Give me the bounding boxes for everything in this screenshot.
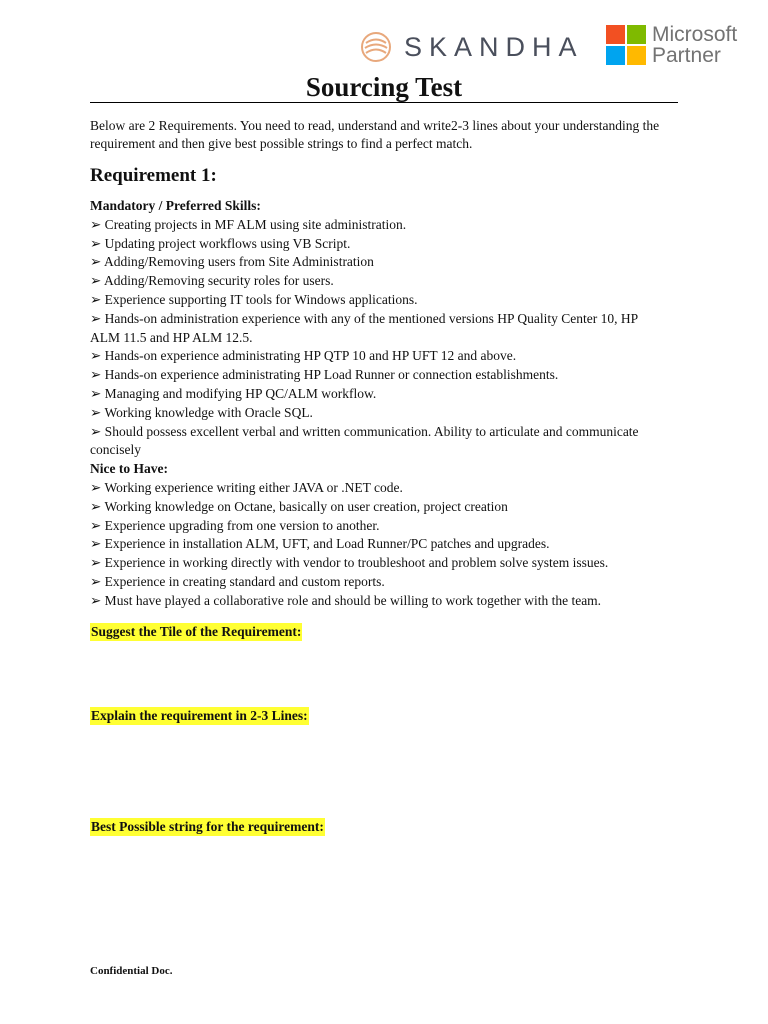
brand-name: SKANDHA: [404, 32, 584, 62]
list-item: ➢ Working experience writing either JAVA or .NET code.: [90, 479, 403, 495]
title-divider: [90, 102, 678, 103]
list-item: ➢ Must have played a collaborative role and should be willing to work together with the team.: [90, 592, 602, 608]
list-item: ➢ Updating project workflows using VB Script.: [90, 235, 351, 251]
list-item: ➢ Hands-on administration experience with any of the mentioned versions HP Quality Center 10, HP ALM 11.5 and HP ALM 12.5.: [90, 310, 638, 345]
footer-confidential: Confidential Doc.: [90, 965, 173, 977]
list-item: ➢ Adding/Removing security roles for users.: [90, 273, 334, 289]
list-item: ➢ Hands-on experience administrating HP QTP 10 and HP UFT 12 and above.: [90, 348, 517, 364]
prompt-string: Best Possible string for the requirement:: [91, 819, 324, 834]
list-item: ➢ Managing and modifying HP QC/ALM workflow.: [90, 385, 377, 401]
mandatory-list: [90, 216, 670, 460]
list-item: ➢ Experience in creating standard and custom reports.: [90, 573, 385, 589]
list-item: ➢ Experience supporting IT tools for Windows applications.: [90, 291, 418, 307]
nice-heading: Nice to Have:: [90, 461, 168, 477]
list-item: ➢ Working knowledge on Octane, basically on user creation, project creation: [90, 498, 508, 514]
requirement-heading: Requirement 1:: [90, 165, 217, 186]
list-item: ➢ Should possess excellent verbal and written communication. Ability to articulate and communicate concisely: [90, 423, 639, 458]
microsoft-logo-icon: [606, 25, 646, 65]
skills-section: [90, 197, 670, 611]
page-title: Sourcing Test: [305, 72, 463, 102]
nice-list: [90, 479, 670, 611]
skandha-logo: [360, 30, 584, 64]
mandatory-heading: Mandatory / Preferred Skills:: [90, 198, 261, 213]
partner-name: Microsoft Partner: [652, 23, 738, 67]
prompt-title: Suggest the Tile of the Requirement:: [91, 624, 302, 639]
list-item: ➢ Adding/Removing users from Site Administration: [90, 254, 374, 270]
intro-paragraph: Below are 2 Requirements. You need to read, understand and write2-3 lines about your understanding the requirement and then give best possible strings to find a perfect match.: [90, 118, 660, 151]
list-item: ➢ Experience in installation ALM, UFT, and Load Runner/PC patches and upgrades.: [90, 536, 550, 552]
list-item: ➢ Experience upgrading from one version to another.: [90, 517, 380, 533]
prompt-explain: Explain the requirement in 2-3 Lines:: [91, 708, 308, 723]
list-item: ➢ Creating projects in MF ALM using site administration.: [90, 216, 407, 232]
list-item: ➢ Hands-on experience administrating HP Load Runner or connection establishments.: [90, 367, 559, 383]
list-item: ➢ Experience in working directly with vendor to troubleshoot and problem solve system issues.: [90, 555, 609, 571]
skandha-lotus-icon: [360, 30, 392, 64]
list-item: ➢ Working knowledge with Oracle SQL.: [90, 404, 313, 420]
microsoft-partner-logo: [606, 24, 748, 66]
